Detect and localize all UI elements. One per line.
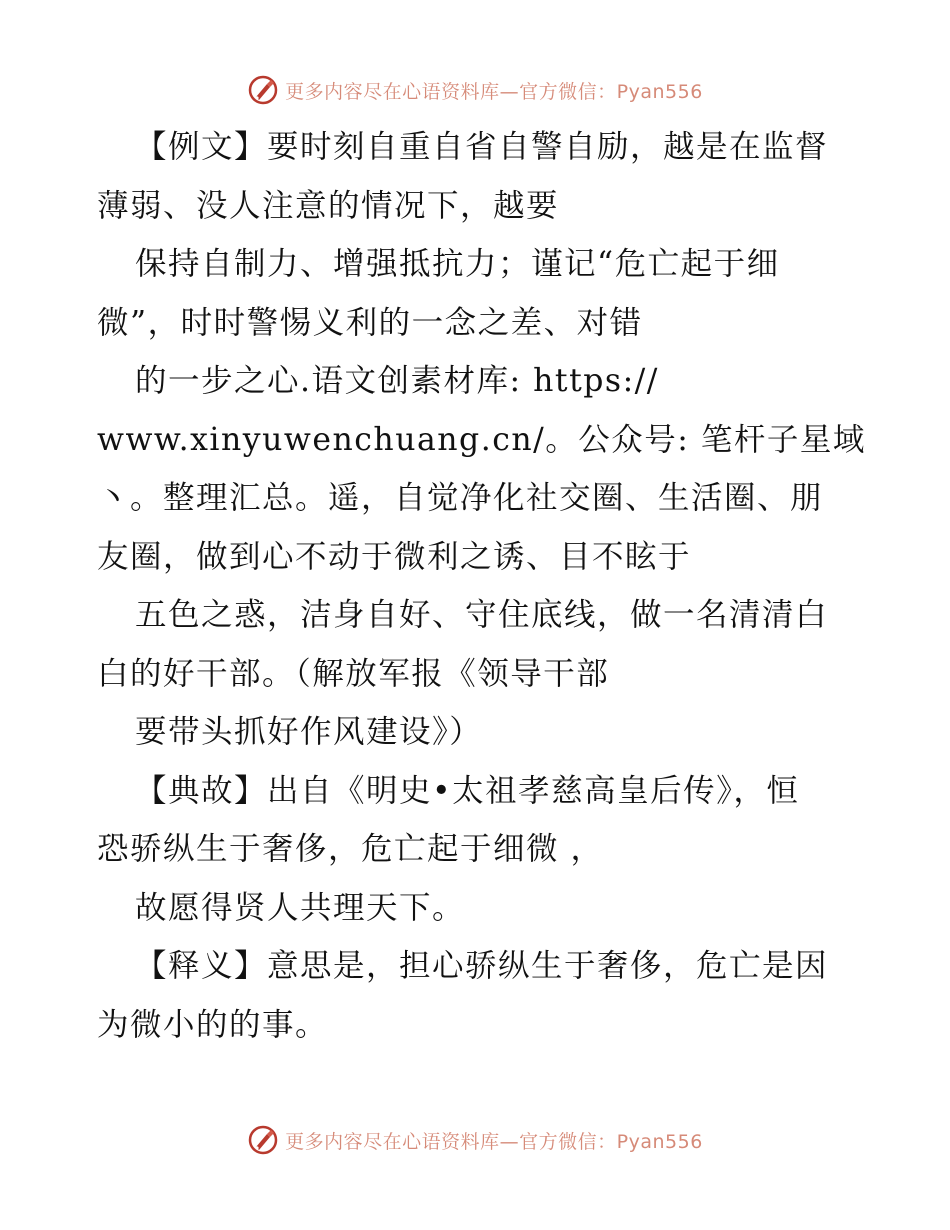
text-line: 五色之惑，洁身自好、守住底线，做一名清清白: [135, 597, 829, 633]
text-line: 白的好干部。（解放军报《领导干部: [97, 655, 610, 692]
text-line: 故愿得贤人共理天下。: [135, 889, 466, 926]
text-line: 的一步之心.语文创素材库: https://: [135, 363, 659, 399]
text-line: 丶。整理汇总。遥，自觉净化社交圈、生活圈、朋: [97, 480, 824, 516]
text-line: 【典故】出自《明史•太祖孝慈高皇后传》，恒: [135, 772, 800, 809]
pen-circle-logo-icon: [247, 1124, 279, 1156]
text-line: 薄弱、没人注意的情况下，越要: [97, 187, 560, 224]
text-line: 恐骄纵生于奢侈，危亡起于细微 ，: [97, 831, 604, 867]
footer-banner-text: 更多内容尽在心语资料库—官方微信：Pyan556: [285, 1130, 703, 1153]
text-line: 【释义】意思是，担心骄纵生于奢侈，危亡是因: [135, 948, 829, 984]
text-line: 保持自制力、增强抵抗力；谨记“危亡起于细: [135, 246, 780, 282]
pen-circle-logo-icon: [247, 74, 279, 106]
document-body: [97, 118, 866, 1054]
text-line: 为微小的的事。: [97, 1006, 329, 1043]
header-banner-text: 更多内容尽在心语资料库—官方微信：Pyan556: [285, 80, 703, 103]
text-line: 【例文】要时刻自重自省自警自励，越是在监督: [135, 129, 829, 165]
footer-banner: [0, 1120, 950, 1160]
text-line: 友圈，做到心不动于微利之诱、目不眩于: [97, 538, 692, 575]
text-line: 要带头抓好作风建设》）: [135, 714, 483, 750]
header-banner: [0, 70, 950, 110]
text-line: www.xinyuwenchuang.cn/。公众号: 笔杆子星域: [97, 421, 866, 458]
text-line: 微”，时时警惕义利的一念之差、对错: [97, 304, 643, 341]
